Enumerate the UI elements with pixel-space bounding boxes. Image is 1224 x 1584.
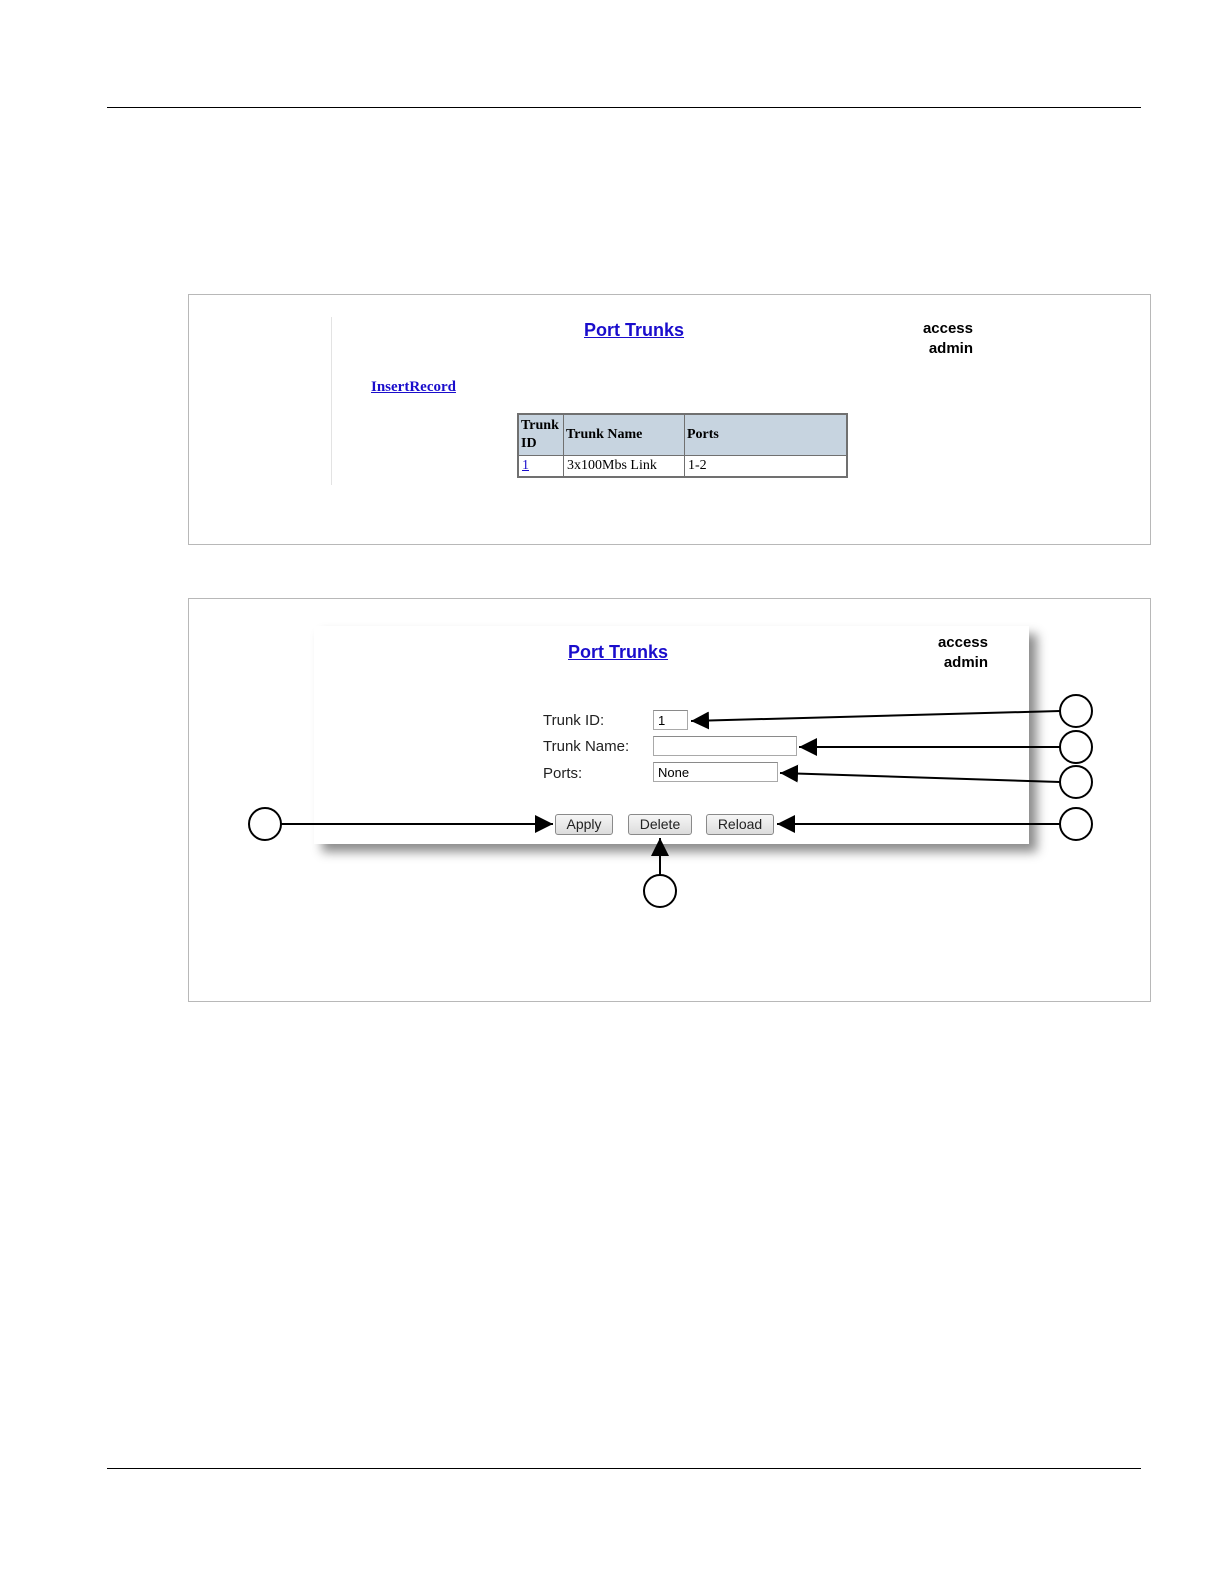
- page-title-link[interactable]: Port Trunks: [568, 642, 669, 662]
- trunk-id-cell: [518, 456, 564, 478]
- access-value: admin: [943, 654, 988, 671]
- trunk-id-header: [518, 414, 564, 456]
- nav-divider: [331, 317, 332, 485]
- apply-button[interactable]: Apply: [555, 814, 613, 835]
- trunk-id-header-line2: ID: [521, 436, 537, 451]
- callout-trunk-name: [799, 731, 1092, 763]
- page-title-link[interactable]: Port Trunks: [584, 320, 685, 340]
- header-rule: [107, 107, 1141, 108]
- delete-button[interactable]: Delete: [628, 814, 692, 835]
- ports-field[interactable]: None: [653, 762, 778, 782]
- callout-overlay: [189, 599, 1150, 1001]
- trunk-id-link[interactable]: 1: [522, 458, 529, 473]
- trunk-id-label: Trunk ID:: [543, 712, 605, 729]
- port-trunk-form-figure: [188, 598, 1151, 1002]
- trunk-name-label: Trunk Name:: [543, 738, 630, 755]
- insert-record-link[interactable]: InsertRecord: [371, 379, 456, 395]
- ports-header: Ports: [685, 414, 848, 456]
- footer-rule: [107, 1468, 1141, 1469]
- callout-delete: [644, 838, 676, 907]
- port-trunks-table: [517, 413, 848, 478]
- table-row: [518, 456, 847, 478]
- reload-button[interactable]: Reload: [706, 814, 774, 835]
- access-value: admin: [928, 340, 973, 357]
- trunk-name-cell: 3x100Mbs Link: [564, 456, 685, 478]
- trunk-id-field[interactable]: 1: [653, 710, 688, 730]
- ports-cell: 1-2: [685, 456, 848, 478]
- port-trunks-table-figure: [188, 294, 1151, 545]
- access-label: access: [922, 320, 973, 337]
- callout-trunk-id: [691, 695, 1092, 727]
- callout-reload: [777, 808, 1092, 840]
- access-level: [901, 319, 973, 359]
- callout-apply: [249, 808, 553, 840]
- table-header-row: [518, 414, 847, 456]
- callout-ports: [780, 766, 1092, 798]
- trunk-id-header-line1: Trunk: [521, 418, 559, 433]
- access-label: access: [937, 634, 988, 651]
- ports-label: Ports:: [543, 765, 583, 782]
- trunk-name-header: Trunk Name: [564, 414, 685, 456]
